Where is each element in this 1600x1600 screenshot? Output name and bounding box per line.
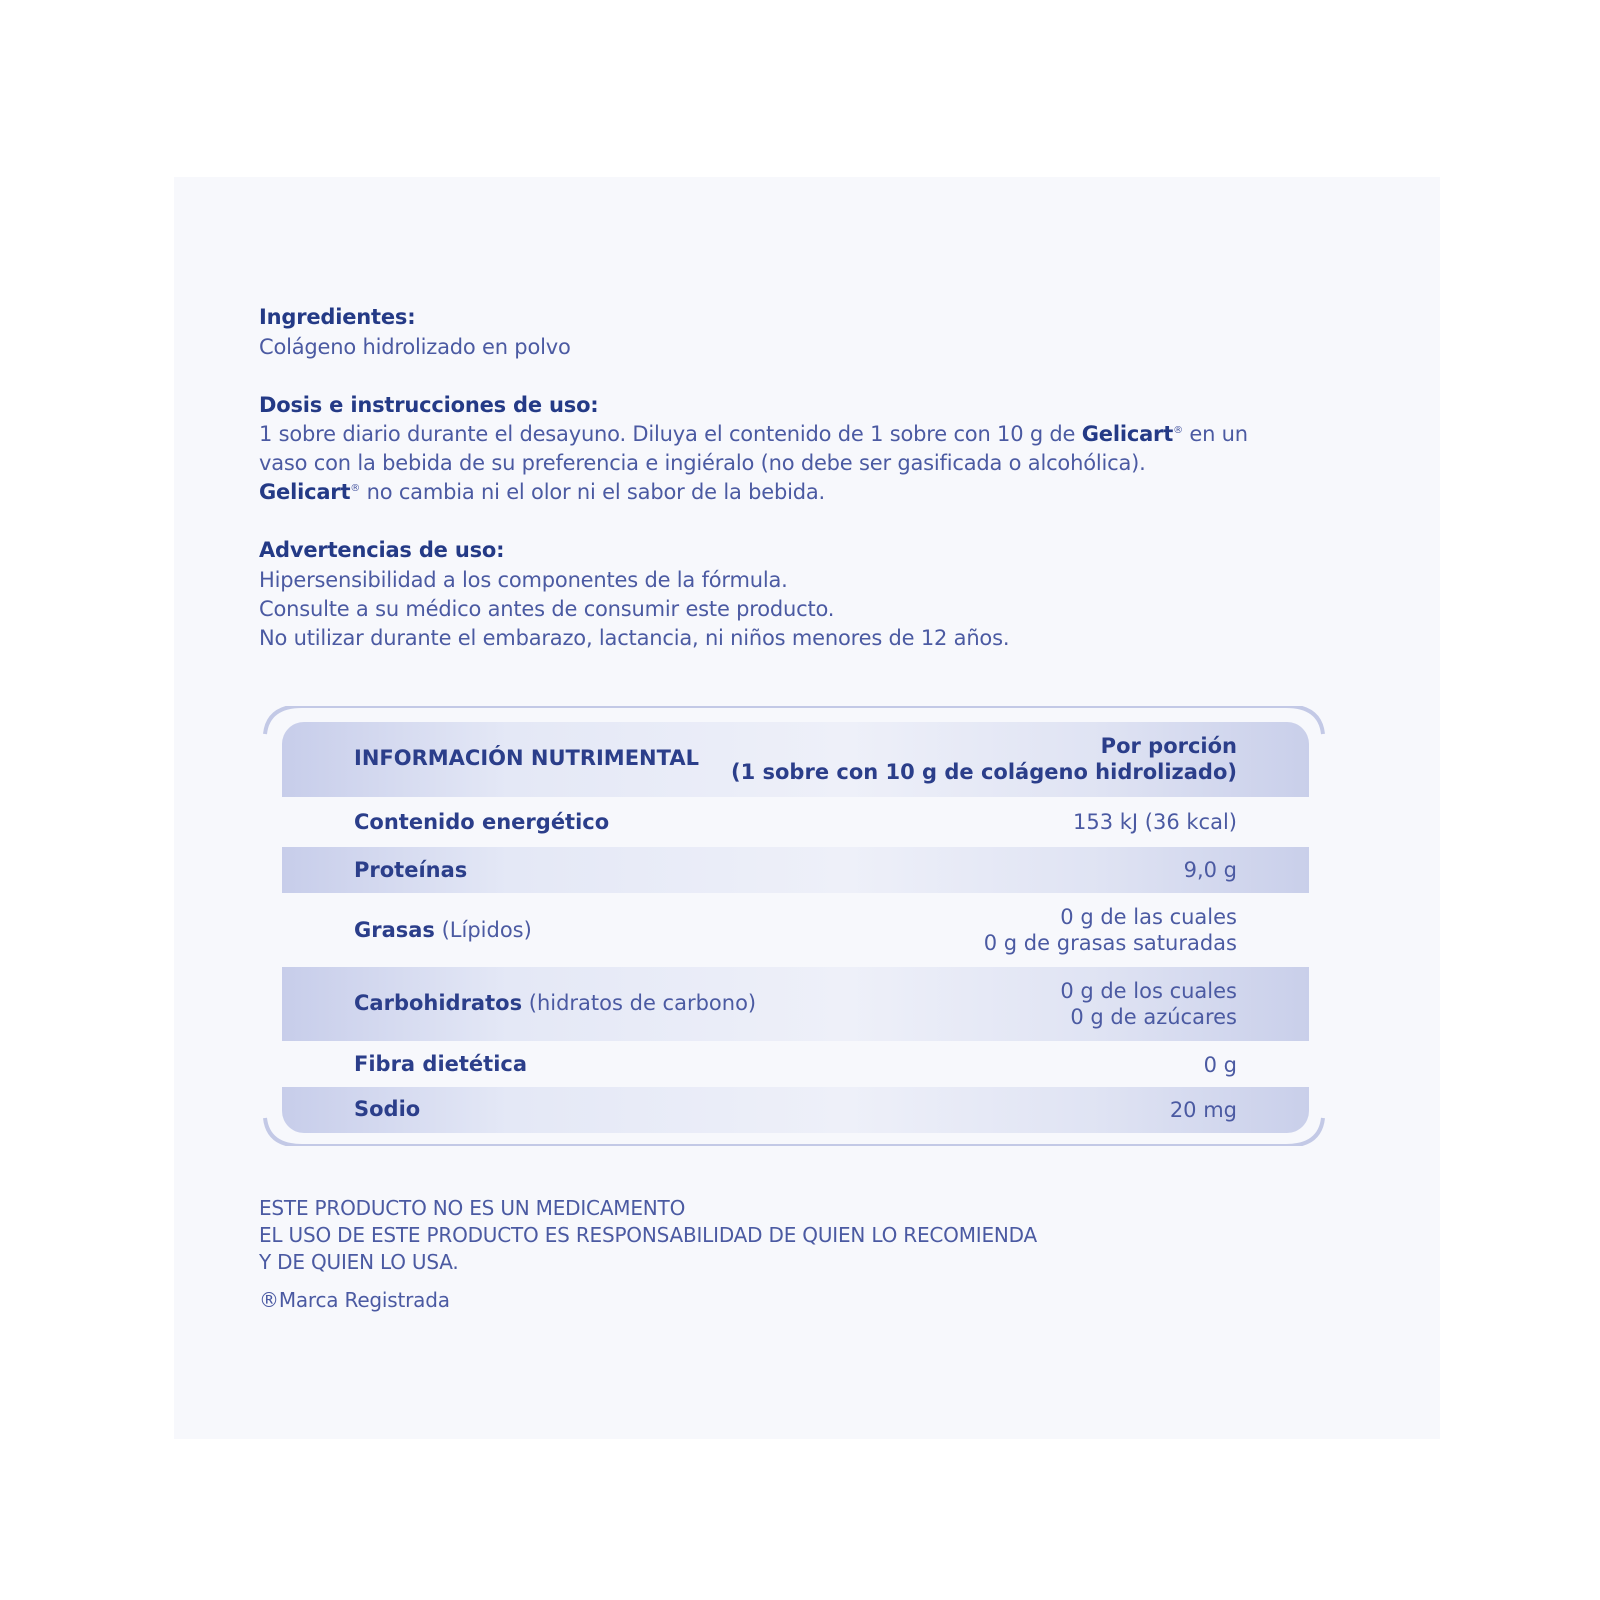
brand-name: Gelicart — [259, 480, 351, 504]
ingredients-text: Colágeno hidrolizado en polvo — [259, 335, 571, 359]
dosage-line-1: 1 sobre diario durante el desayuno. Diluya el contenido de 1 sobre con 10 g de Gelicart® en un — [259, 422, 1248, 446]
nutrition-title: INFORMACIÓN NUTRIMENTAL — [354, 746, 699, 770]
dosage-line-3: Gelicart® no cambia ni el olor ni el sabor de la bebida. — [259, 480, 826, 504]
warnings-heading: Advertencias de uso: — [259, 538, 505, 562]
nutrient-row-sodium — [282, 1087, 1309, 1133]
brand-name: Gelicart — [1081, 422, 1174, 446]
serving-size: Por porción (1 sobre con 10 g de colágeno hidrolizado) — [730, 734, 1237, 784]
nutrient-label: Fibra dietética — [354, 1052, 528, 1076]
nutrient-label: Contenido energético — [354, 810, 610, 834]
nutrient-label: Grasas (Lípidos) — [354, 918, 532, 942]
disclaimer-line: EL USO DE ESTE PRODUCTO ES RESPONSABILIDAD DE QUIEN LO RECOMIENDA — [259, 1223, 1037, 1247]
nutrient-value: 9,0 g — [1183, 858, 1237, 882]
nutrient-label: Proteínas — [354, 858, 468, 882]
disclaimer-line: Y DE QUIEN LO USA. — [259, 1250, 459, 1274]
nutrient-row-fiber — [282, 1041, 1309, 1087]
nutrition-header-row — [282, 722, 1309, 797]
warning-line: Hipersensibilidad a los componentes de la fórmula. — [259, 568, 788, 592]
trademark-note: ®Marca Registrada — [259, 1288, 450, 1312]
nutrient-value: 153 kJ (36 kcal) — [1073, 810, 1237, 834]
nutrient-row-protein — [282, 847, 1309, 893]
nutrient-value: 20 mg — [1169, 1098, 1237, 1122]
nutrient-value: 0 g — [1203, 1053, 1237, 1077]
nutrient-row-carbs — [282, 967, 1309, 1041]
dosage-line-2: vaso con la bebida de su preferencia e ingiéralo (no debe ser gasificada o alcohólica). — [259, 451, 1146, 475]
warning-line: Consulte a su médico antes de consumir este producto. — [259, 597, 835, 621]
nutrient-label: Carbohidratos (hidratos de carbono) — [354, 991, 757, 1015]
nutrient-value: 0 g de los cuales 0 g de azúcares — [1060, 979, 1237, 1029]
nutrient-row-fat — [282, 893, 1309, 967]
dosage-heading: Dosis e instrucciones de uso: — [259, 393, 599, 417]
disclaimer-line: ESTE PRODUCTO NO ES UN MEDICAMENTO — [259, 1196, 686, 1220]
nutrient-value: 0 g de las cuales 0 g de grasas saturadas — [983, 905, 1237, 955]
registered-mark: ® — [259, 1288, 279, 1312]
nutrient-label: Sodio — [354, 1097, 421, 1121]
warning-line: No utilizar durante el embarazo, lactancia, ni niños menores de 12 años. — [259, 626, 1010, 650]
nutrient-row-energy — [282, 797, 1309, 847]
ingredients-heading: Ingredientes: — [259, 305, 416, 329]
